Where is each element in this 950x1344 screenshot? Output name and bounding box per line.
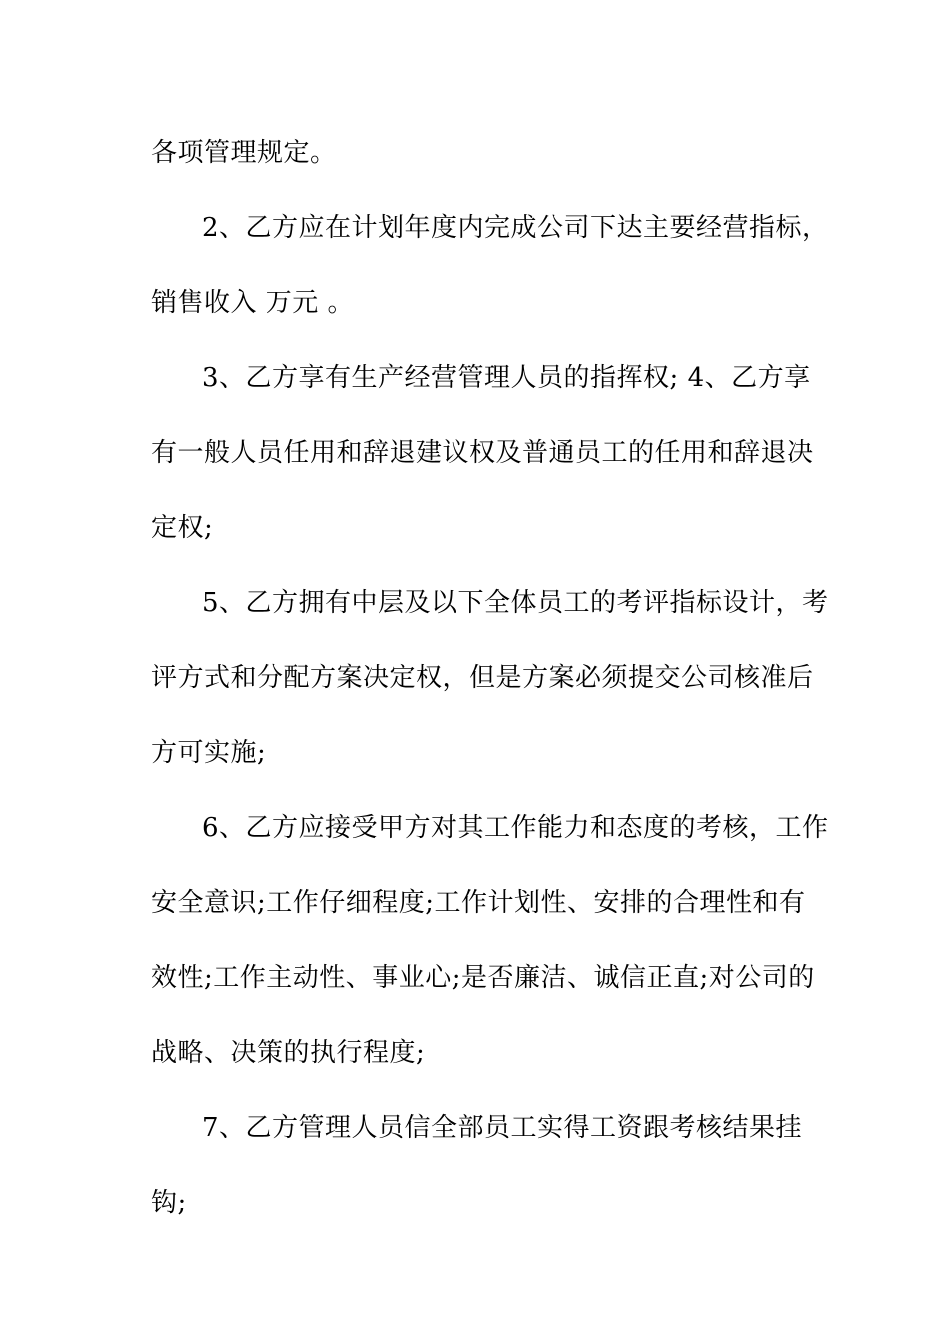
text-line: 评方式和分配方案决定权，但是方案必须提交公司核准后	[151, 663, 814, 693]
text-line: 3、乙方享有生产经营管理人员的指挥权; 4、乙方享	[202, 363, 811, 393]
text-line: 有一般人员任用和辞退建议权及普通员工的任用和辞退决	[151, 438, 814, 468]
text-line: 方可实施;	[151, 738, 267, 768]
text-line: 2、乙方应在计划年度内完成公司下达主要经营指标，	[202, 213, 829, 243]
text-line: 安全意识;工作仔细程度;工作计划性、安排的合理性和有	[151, 888, 806, 918]
text-line: 钩;	[151, 1188, 187, 1218]
text-line: 6、乙方应接受甲方对其工作能力和态度的考核，工作	[202, 813, 829, 843]
text-line: 7、乙方管理人员信全部员工实得工资跟考核结果挂	[202, 1113, 803, 1143]
text-line: 各项管理规定。	[151, 138, 337, 168]
text-line: 战略、决策的执行程度;	[151, 1038, 426, 1068]
text-line: 销售收入 万元 。	[151, 288, 355, 318]
text-line: 效性;工作主动性、事业心;是否廉洁、诚信正直;对公司的	[151, 963, 815, 993]
text-line: 5、乙方拥有中层及以下全体员工的考评指标设计，考	[202, 588, 829, 618]
text-line: 定权;	[151, 513, 214, 543]
